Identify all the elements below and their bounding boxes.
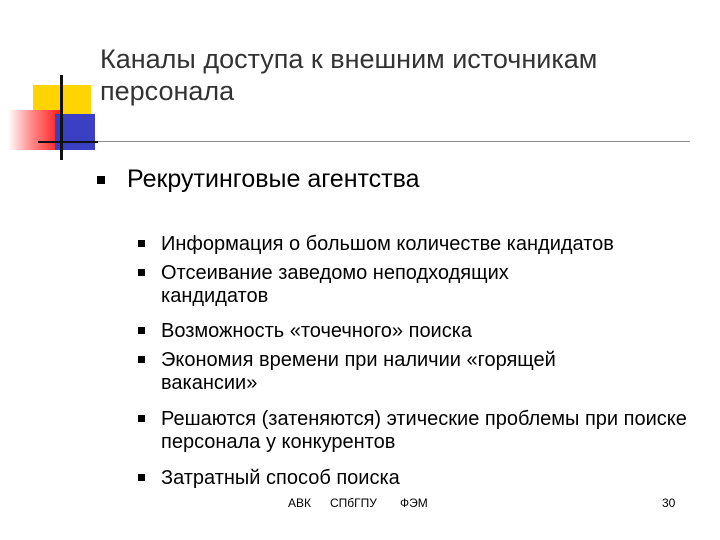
sub-bullet-text: Информация о большом количестве кандидатов [161,233,614,255]
slide-title: Каналы доступа к внешним источникам персонала [100,44,598,106]
sub-bullet-icon [138,269,145,276]
vertical-line-decoration [60,75,63,160]
sub-bullet-icon [138,474,145,481]
sub-bullet-text: Решаются (затеняются) этические проблемы при поиске персонала у конкурентов [161,408,687,453]
footer-left: АВК [288,496,311,510]
title-underline [62,141,690,142]
sub-bullet-icon [138,415,145,422]
horizontal-line-decoration [38,141,98,143]
sub-bullet-text: Экономия времени при наличии «горящей вакансии» [161,349,556,394]
sub-bullet-icon [138,327,145,334]
sub-bullet-text: Возможность «точечного» поиска [161,320,473,342]
sub-bullet-text: Затратный способ поиска [161,467,400,489]
footer-center: СПбГПУ [330,496,377,510]
main-bullet-text: Рекрутинговые агентства [127,165,420,193]
footer-right: ФЭМ [400,496,428,510]
sub-bullet-text: Отсеивание заведомо неподходящих кандидатов [161,262,509,307]
sub-bullet-icon [138,240,145,247]
sub-bullet-icon [138,356,145,363]
main-bullet-icon [97,176,105,184]
page-number: 30 [662,496,676,510]
red-gradient-decoration [8,110,60,150]
